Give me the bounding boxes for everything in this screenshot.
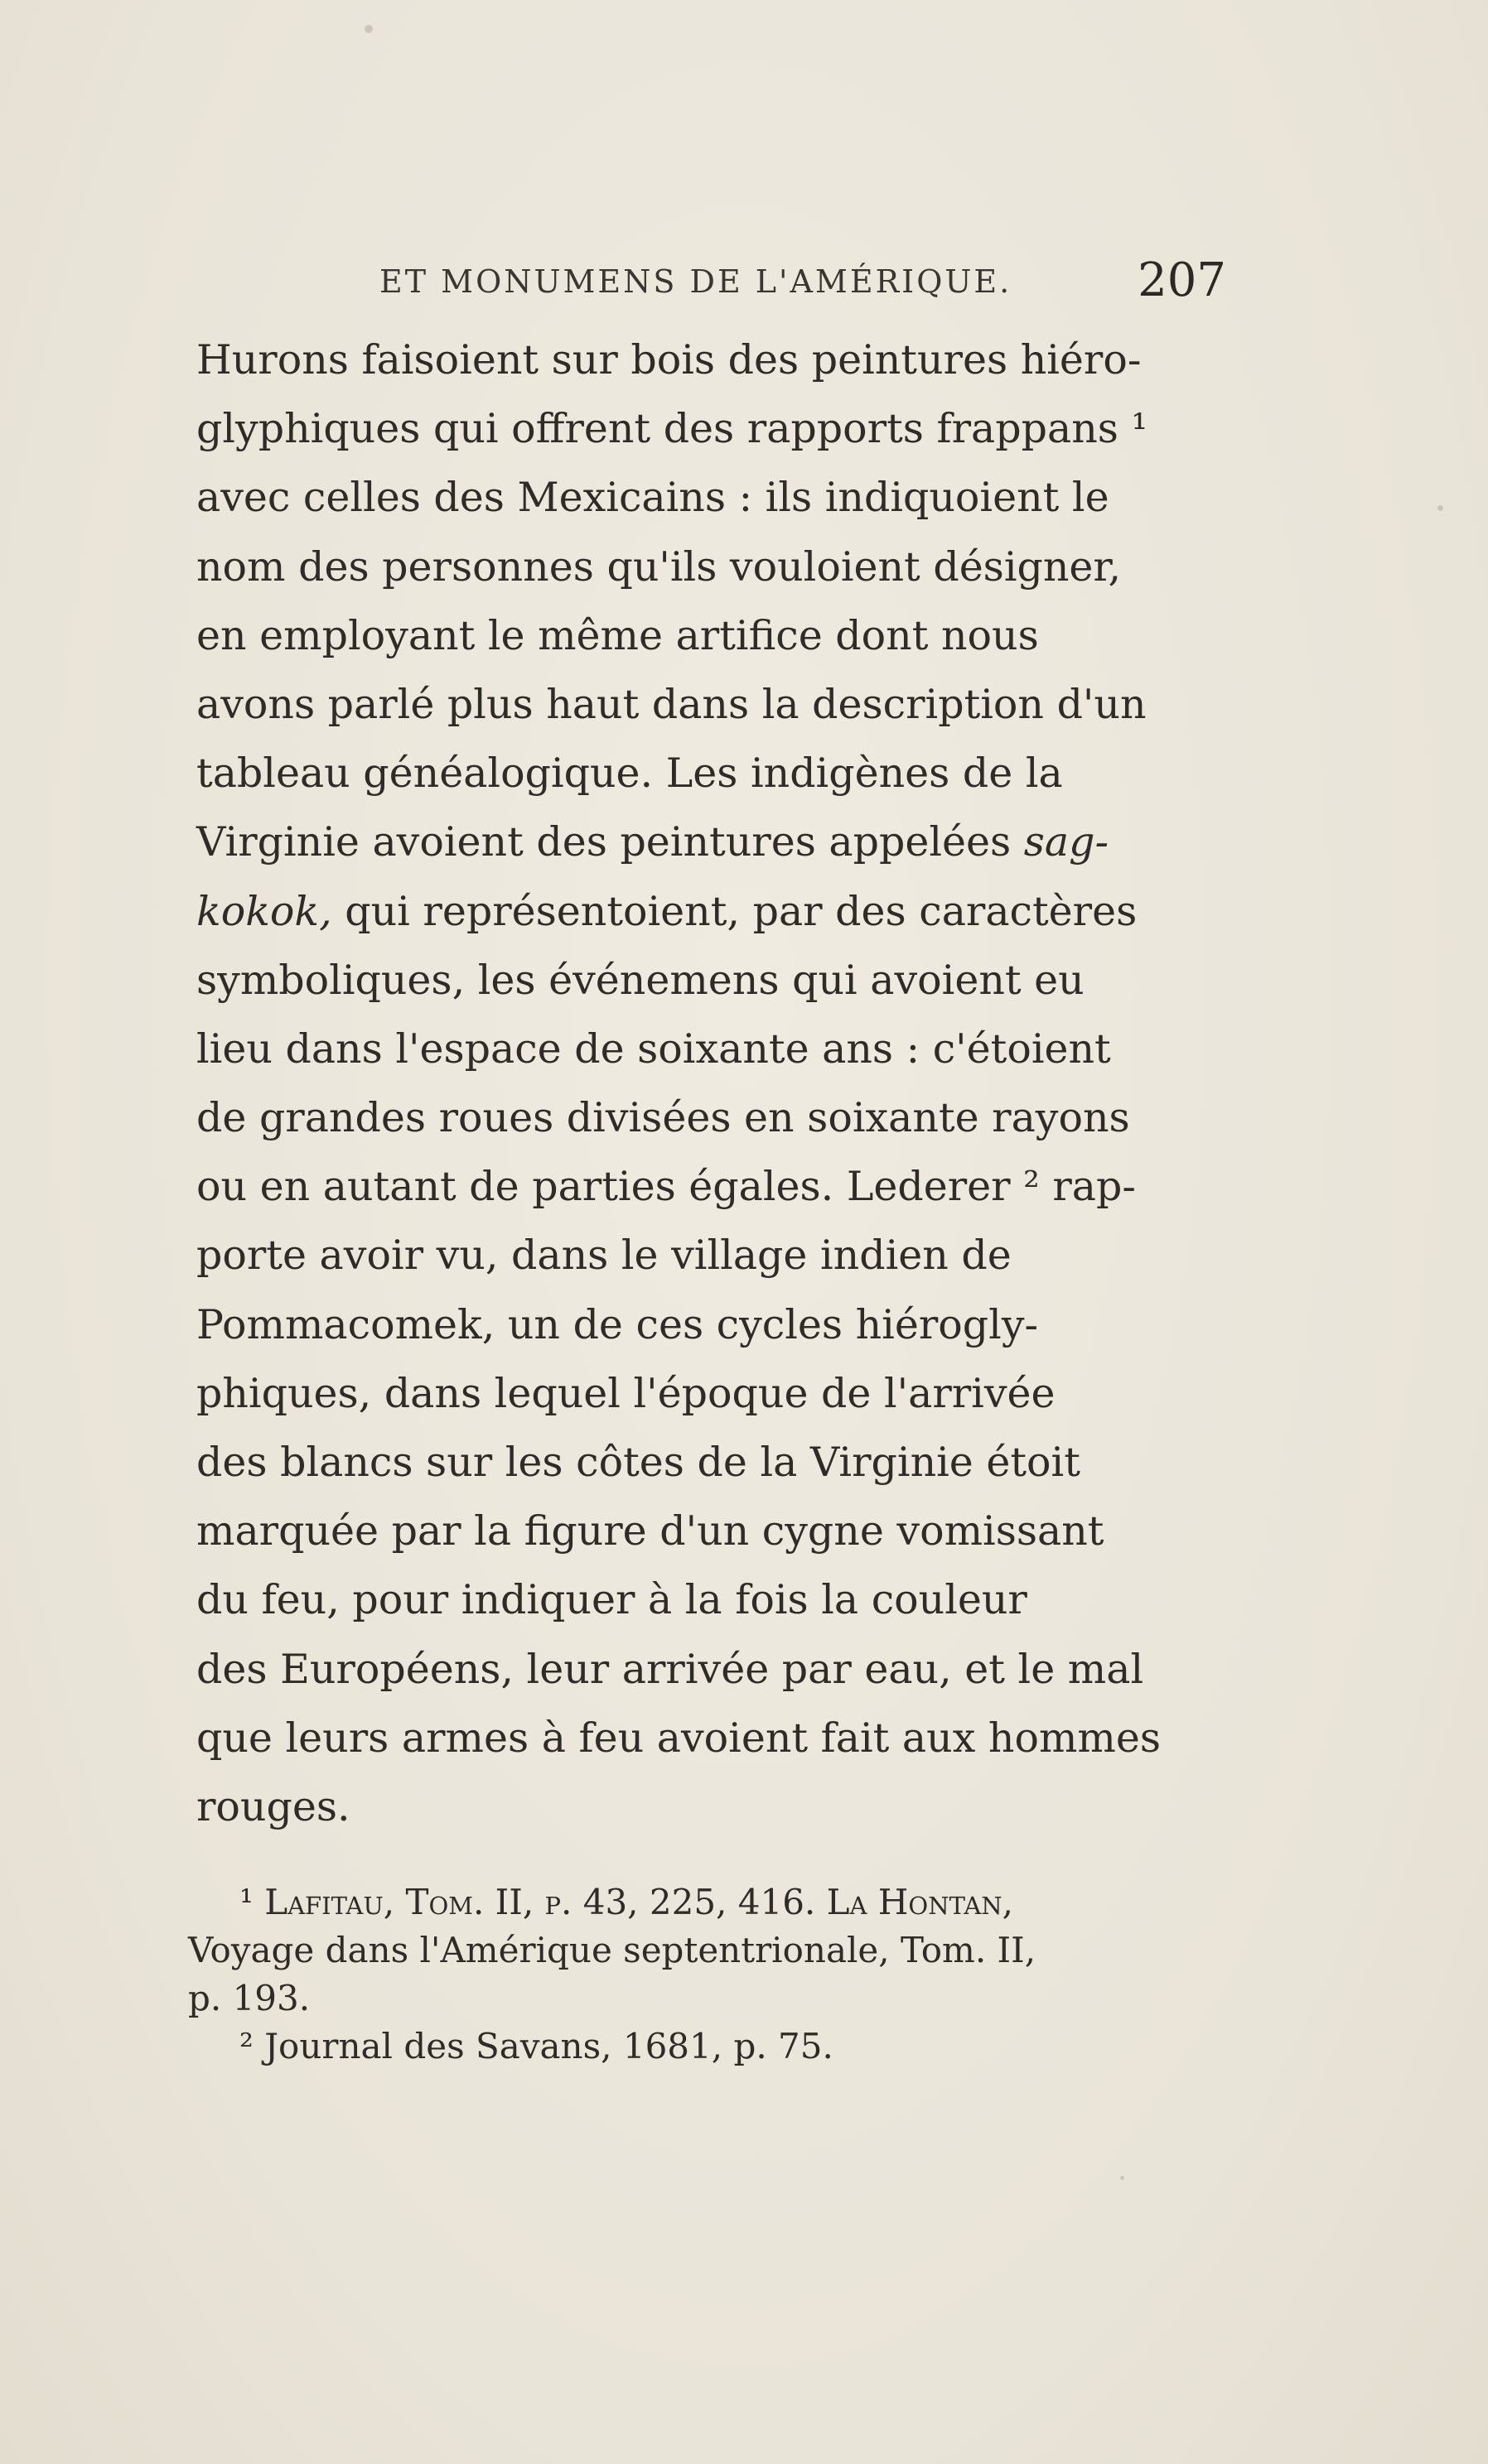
text-line: [196, 1152, 1224, 1221]
text-line: [196, 1635, 1224, 1704]
line-text: des blancs sur les côtes de la Virginie étoit: [196, 1439, 1080, 1486]
line-text: nom des personnes qu'ils vouloient désigner,: [196, 542, 1122, 591]
text-line: [196, 1565, 1224, 1634]
running-head: [199, 248, 1226, 315]
line-text: avec celles des Mexicains : ils indiquoient le: [196, 474, 1109, 522]
text-line: [196, 533, 1224, 601]
line-text: avons parlé plus haut dans la description d'un: [196, 680, 1147, 728]
text-line: [196, 325, 1224, 394]
italic-word: kokok,: [196, 887, 332, 935]
text-line: [196, 1704, 1224, 1772]
line-text: Pommacomek, un de ces cycles hiérogly-: [196, 1300, 1039, 1348]
line-text: en employant le même artifice dont nous: [196, 611, 1039, 659]
running-title: ET MONUMENS DE L'AMÉRIQUE.: [379, 263, 1012, 300]
paper-speck: [1120, 2176, 1124, 2180]
line-text: de grandes roues divisées en soixante rayons: [196, 1094, 1130, 1142]
page-number: 207: [1138, 253, 1226, 307]
text-line: [196, 739, 1224, 808]
line-text: marquée par la figure d'un cygne vomissant: [196, 1507, 1104, 1555]
text-line: [196, 1083, 1224, 1152]
text-line: [196, 463, 1224, 532]
italic-word: sag-: [1023, 818, 1109, 866]
text-line: [196, 601, 1224, 670]
text-line: [196, 670, 1224, 739]
footnote-text: Journal des Savans, 1681, p. 75.: [264, 2026, 833, 2066]
paper-speck: [1437, 505, 1443, 511]
footnote-1-continued: [188, 1975, 1224, 2023]
text-line: [196, 1290, 1224, 1359]
text-line: [196, 1015, 1224, 1083]
text-line: [196, 1221, 1224, 1290]
footnote-text: p. 193.: [188, 1978, 311, 2018]
line-text: tableau généalogique. Les indigènes de la: [196, 750, 1063, 798]
line-text: Virginie avoient des peintures appelées: [196, 818, 1012, 866]
text-line: [196, 1772, 1224, 1841]
text-line: [196, 877, 1224, 946]
text-line: [196, 1428, 1224, 1497]
line-text: lieu dans l'espace de soixante ans : c'étoient: [196, 1025, 1111, 1073]
text-line: [196, 946, 1224, 1015]
text-line: [196, 808, 1224, 876]
text-line: [196, 394, 1224, 463]
body-text: [196, 325, 1224, 1841]
line-text: des Européens, leur arrivée par eau, et le mal: [196, 1645, 1144, 1693]
footnote-2: [188, 2023, 1224, 2071]
line-text: Hurons faisoient sur bois des peintures hiéro-: [196, 336, 1142, 383]
text-line: [196, 1359, 1224, 1428]
line-text: qui représentoient, par des caractères: [345, 887, 1138, 935]
footnote-marker: ²: [239, 2026, 254, 2066]
footnote-1: [188, 1878, 1224, 1926]
footnote-text: Lafitau, Tom. II, p. 43, 225, 416. La Hontan,: [264, 1882, 1013, 1922]
line-text: ou en autant de parties égales. Lederer ² rap-: [196, 1163, 1136, 1211]
text-line: [196, 1497, 1224, 1565]
line-text: symboliques, les événemens qui avoient eu: [196, 956, 1085, 1004]
paper-speck: [365, 25, 373, 33]
line-text: glyphiques qui offrent des rapports frappans ¹: [196, 405, 1148, 453]
line-text: porte avoir vu, dans le village indien de: [196, 1232, 1012, 1280]
footnote-marker: ¹: [239, 1882, 254, 1922]
footnote-text: Voyage dans l'Amérique septentrionale, Tom. II,: [188, 1930, 1036, 1970]
line-text: que leurs armes à feu avoient fait aux hommes: [196, 1714, 1162, 1762]
footnote-1-continued: [188, 1926, 1224, 1975]
line-text: rouges.: [196, 1782, 350, 1830]
footnotes: [188, 1878, 1224, 2071]
line-text: phiques, dans lequel l'époque de l'arrivée: [196, 1369, 1056, 1417]
line-text: du feu, pour indiquer à la fois la couleur: [196, 1576, 1027, 1624]
